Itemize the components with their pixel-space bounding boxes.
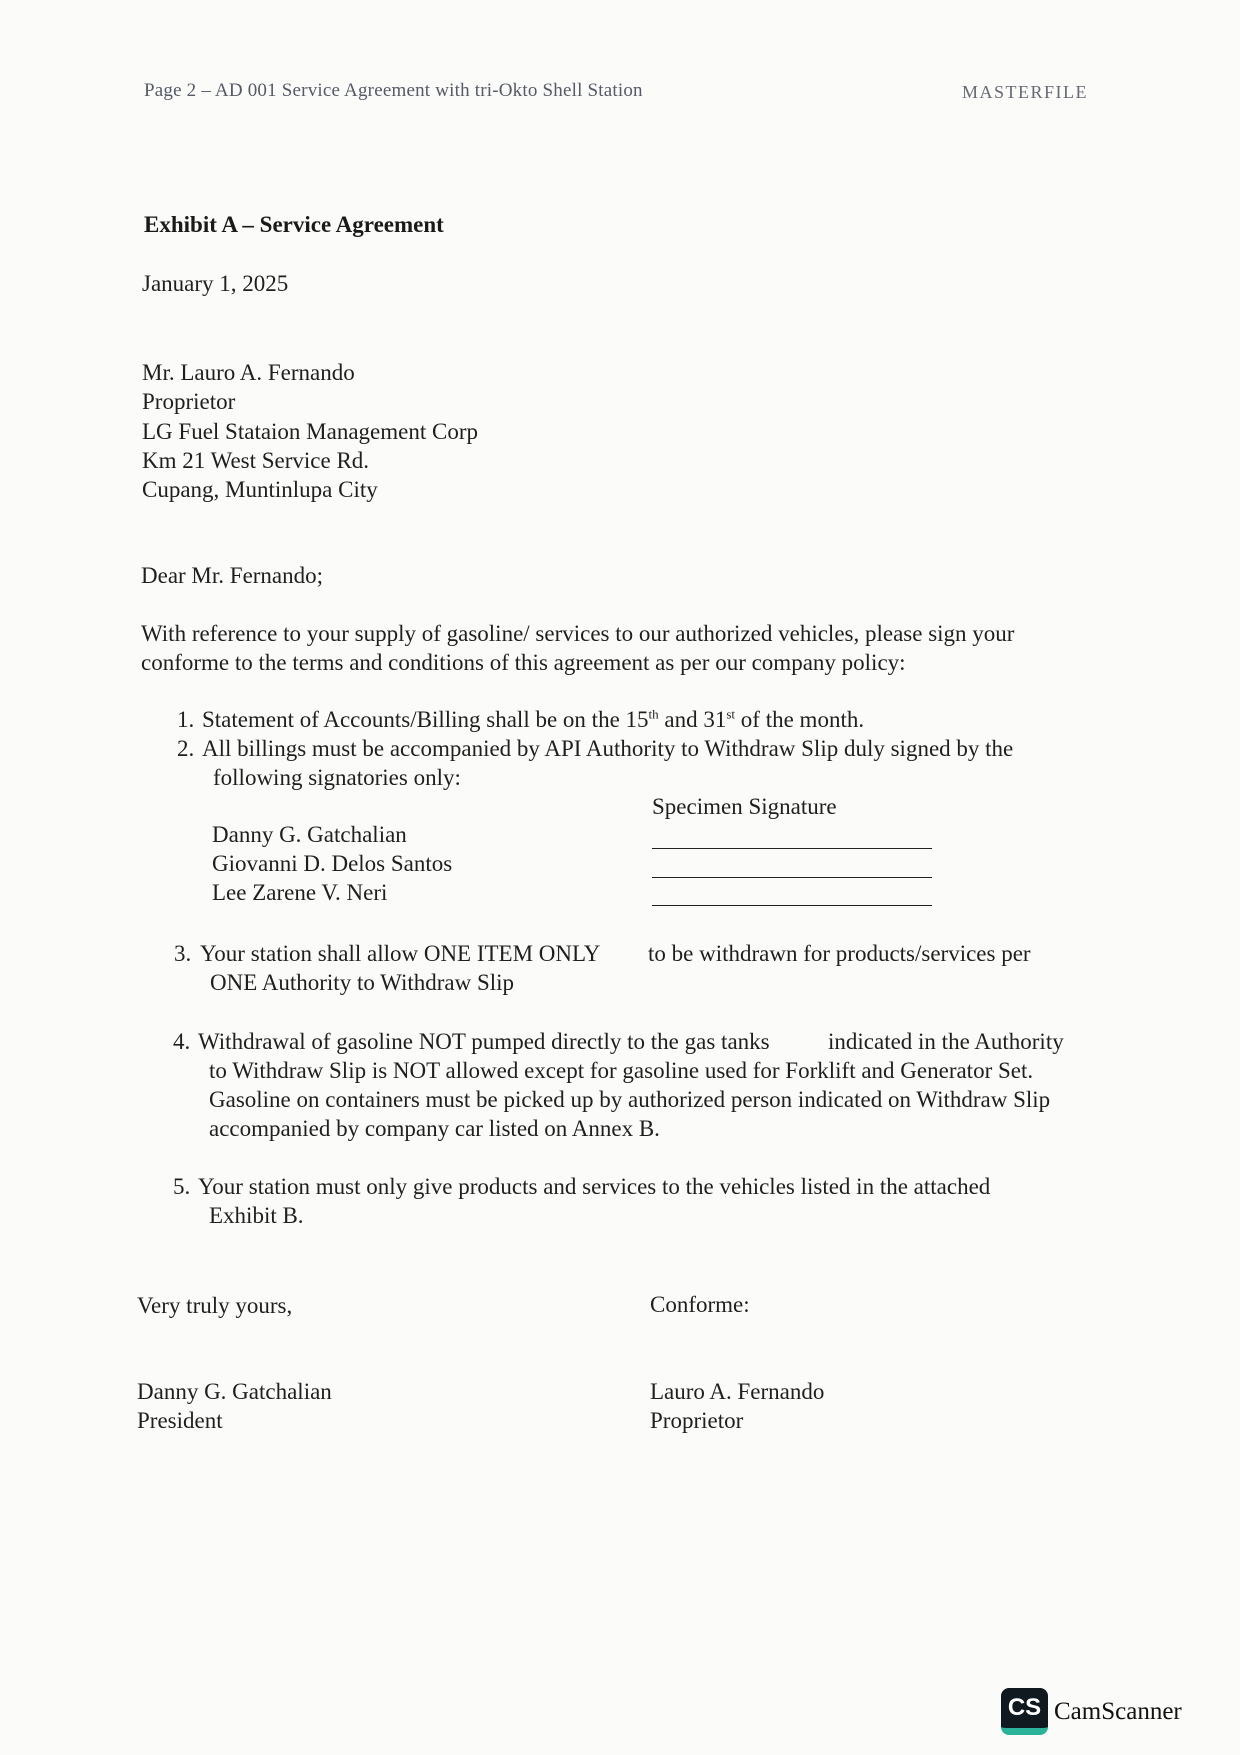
item-5-line: Your station must only give products and services to the vehicles listed in the attached xyxy=(198,1174,991,1199)
masterfile-label: MASTERFILE xyxy=(962,82,1089,102)
conforme-label: Conforme: xyxy=(650,1292,750,1317)
item-3-line: ONE Authority to Withdraw Slip xyxy=(210,970,515,995)
item-number: 3. xyxy=(174,941,192,966)
item-2-line: following signatories only: xyxy=(213,765,461,790)
item-4-line: indicated in the Authority xyxy=(828,1029,1064,1054)
signatory-name: Danny G. Gatchalian xyxy=(212,822,407,847)
item-number: 1. xyxy=(177,707,195,732)
address-line: Mr. Lauro A. Fernando xyxy=(142,360,355,385)
item-5-line: Exhibit B. xyxy=(209,1203,304,1228)
camscanner-logo-icon: CS xyxy=(1001,1688,1048,1735)
sender-name: Danny G. Gatchalian xyxy=(137,1379,332,1404)
document-title: Exhibit A – Service Agreement xyxy=(144,212,444,237)
signatory-name: Giovanni D. Delos Santos xyxy=(212,851,453,876)
address-line: LG Fuel Stataion Management Corp xyxy=(142,419,478,444)
item-4-line: Gasoline on containers must be picked up by authorized person indicated on Withdraw Slip xyxy=(209,1087,1051,1112)
signature-line xyxy=(652,877,932,878)
item-2-line: All billings must be accompanied by API Authority to Withdraw Slip duly signed by the xyxy=(202,736,1014,761)
intro-line: conforme to the terms and conditions of this agreement as per our company policy: xyxy=(141,650,906,675)
address-line: Proprietor xyxy=(142,389,236,414)
item-3-line: to be withdrawn for products/services per xyxy=(648,941,1031,966)
address-line: Cupang, Muntinlupa City xyxy=(142,477,378,502)
item-3-line: Your station shall allow ONE ITEM ONLY xyxy=(200,941,601,966)
sender-title: President xyxy=(137,1408,223,1433)
item-4-line: Withdrawal of gasoline NOT pumped directly to the gas tanks xyxy=(198,1029,770,1054)
recipient-name: Lauro A. Fernando xyxy=(650,1379,825,1404)
item-number: 4. xyxy=(173,1029,191,1054)
salutation: Dear Mr. Fernando; xyxy=(141,563,324,588)
item-4-line: accompanied by company car listed on Annex B. xyxy=(209,1116,660,1141)
item-number: 5. xyxy=(173,1174,191,1199)
intro-line: With reference to your supply of gasoline/ services to our authorized vehicles, please sign your xyxy=(141,621,1015,646)
document-date: January 1, 2025 xyxy=(142,271,289,296)
page-header: Page 2 – AD 001 Service Agreement with tri-Okto Shell Station xyxy=(144,80,643,101)
signature-line xyxy=(652,848,932,849)
item-number: 2. xyxy=(177,736,195,761)
item-4-line: to Withdraw Slip is NOT allowed except for gasoline used for Forklift and Generator Set. xyxy=(209,1058,1034,1083)
closing-salutation: Very truly yours, xyxy=(137,1293,293,1318)
recipient-title: Proprietor xyxy=(650,1408,744,1433)
specimen-signature-header: Specimen Signature xyxy=(652,794,837,819)
item-1-text: Statement of Accounts/Billing shall be on the 15th and 31st of the month. xyxy=(202,706,865,732)
signature-line xyxy=(652,905,932,906)
camscanner-brand: CamScanner xyxy=(1054,1698,1182,1725)
address-line: Km 21 West Service Rd. xyxy=(142,448,370,473)
signatory-name: Lee Zarene V. Neri xyxy=(212,880,388,905)
